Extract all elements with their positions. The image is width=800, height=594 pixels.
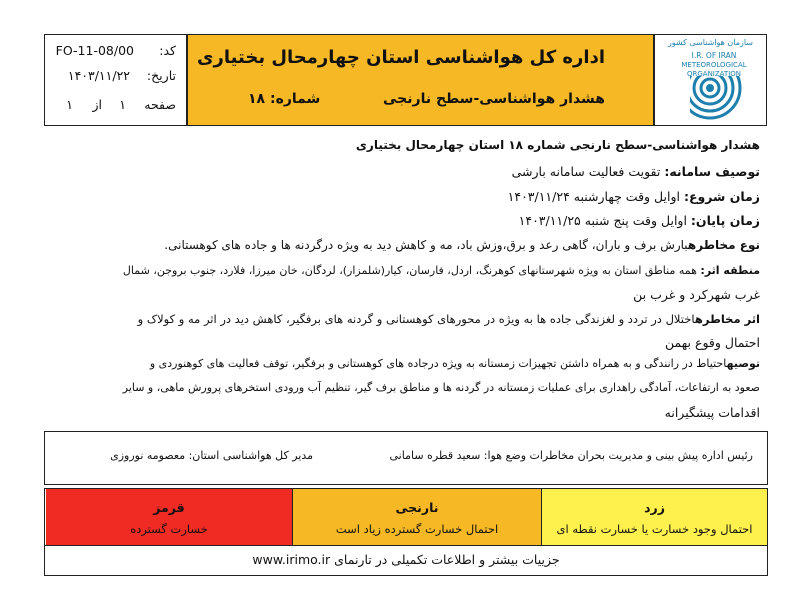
advice-label: توصیه (726, 357, 760, 370)
advice-value-1: احتیاط در رانندگی و به همراه داشتن تجهیزات زمستانه به ویژه درجاده های کوهستانی و برفگیر، توقف فعالیت های کوهنوردی و (149, 357, 727, 370)
warning-heading: هشدار هواشناسی-سطح نارنجی شماره ۱۸ استان چهارمحال بختیاری (355, 138, 760, 152)
organization-logo-cell (654, 34, 767, 126)
hazard-type-row (164, 238, 760, 252)
director-signature: مدیر کل هواشناسی استان: معصومه نوروزی (110, 449, 313, 462)
end-time-row (519, 213, 760, 228)
hazard-effect-row (138, 312, 760, 326)
area-value-1: همه مناطق استان به ویژه شهرستانهای کوهرنگ، اردل، فارسان، کیار(شلمزار)، لردگان، خان میرزا، فلارد، جنوب بروجن، شمال (122, 264, 701, 277)
level-yellow (541, 489, 767, 545)
warning-levels-legend (44, 488, 768, 546)
page-label: صفحه (144, 97, 176, 112)
level-red-title: قرمز (153, 500, 185, 515)
document-meta-cell (44, 34, 187, 126)
system-value: تقویت فعالیت سامانه بارشی (511, 164, 665, 179)
page-of: از (92, 97, 102, 112)
iran-meteorological-organization-logo-icon (656, 36, 766, 124)
signatures-box (44, 431, 768, 485)
affected-area-row (123, 264, 760, 277)
website-footer-text: جزییات بیشتر و اطلاعات تکمیلی در تارنمای www.irimo.ir (252, 552, 560, 567)
level-red (46, 489, 292, 545)
level-orange-description: احتمال خسارت گسترده زیاد است (335, 522, 499, 536)
logo-text-fa: سازمان هواشناسی کشور (667, 38, 753, 47)
warning-subtitle: هشدار هواشناسی-سطح نارنجی (383, 91, 605, 107)
page-title: اداره کل هواشناسی استان چهارمحال بختیاری (197, 47, 605, 68)
code-label: کد: (159, 43, 176, 58)
level-orange (292, 489, 541, 545)
system-description-row (512, 164, 760, 179)
effect-value-1: اختلال در تردد و لغزندگی جاده ها به ویژه در محورهای کوهستانی و گردنه های برفگیر، کاهش دید در اثر مه و کولاک و (137, 312, 695, 326)
end-label: زمان پایان: (690, 213, 760, 228)
website-footer (44, 546, 768, 576)
logo-text-en-3: ORGANIZATION (686, 70, 741, 78)
level-orange-title: نارنجی (395, 500, 439, 515)
logo-text-en-1: I.R. OF IRAN (691, 51, 737, 60)
level-yellow-title: زرد (644, 500, 665, 515)
hazard-label: نوع مخاطره (687, 238, 760, 252)
logo-text-en-2: METEOROLOGICAL (681, 61, 747, 69)
affected-area-continuation: غرب شهرکرد و غرب بن (633, 287, 760, 302)
advice-row (150, 357, 760, 370)
advice-continuation-2: اقدامات پیشگیرانه (664, 405, 760, 420)
warning-number: شماره: ۱۸ (248, 91, 321, 107)
end-value: اوایل وقت پنج شنبه ۱۴۰۳/۱۱/۲۵ (518, 213, 691, 228)
start-time-row (508, 189, 760, 204)
start-value: اوایل وقت چهارشنبه ۱۴۰۳/۱۱/۲۴ (507, 189, 684, 204)
hazard-value: بارش برف و باران، گاهی رعد و برق،وزش باد، مه و کاهش دید به ویژه درگردنه ها و جاده های کوهستانی. (164, 238, 688, 252)
date-label: تاریخ: (146, 68, 176, 83)
system-label: توصیف سامانه: (664, 164, 760, 179)
start-label: زمان شروع: (683, 189, 760, 204)
code-value: FO-11-08/00 (55, 43, 134, 58)
effect-label: اثر مخاطره (694, 312, 760, 326)
header-title-cell (187, 34, 654, 126)
page-total: ۱ (66, 97, 73, 112)
advice-continuation-1: صعود به ارتفاعات، آمادگی راهداری برای عملیات زمستانه در گردنه ها و مناطق برف گیر، تنظیم آب ورودی استخرهای پرورش ماهی، و سایر (122, 381, 760, 394)
date-value: ۱۴۰۳/۱۱/۲۲ (67, 68, 130, 83)
page-number: ۱ (119, 97, 126, 112)
hazard-effect-continuation: احتمال وقوع بهمن (665, 335, 760, 350)
level-yellow-description: احتمال وجود خسارت یا خسارت نقطه ای (556, 522, 753, 536)
forecast-head-signature: رئیس اداره پیش بینی و مدیریت بحران مخاطرات وضع هوا: سعید قطره سامانی (389, 449, 753, 462)
area-label: منطقه اثر: (700, 264, 760, 277)
level-red-description: خسارت گسترده (130, 522, 208, 536)
